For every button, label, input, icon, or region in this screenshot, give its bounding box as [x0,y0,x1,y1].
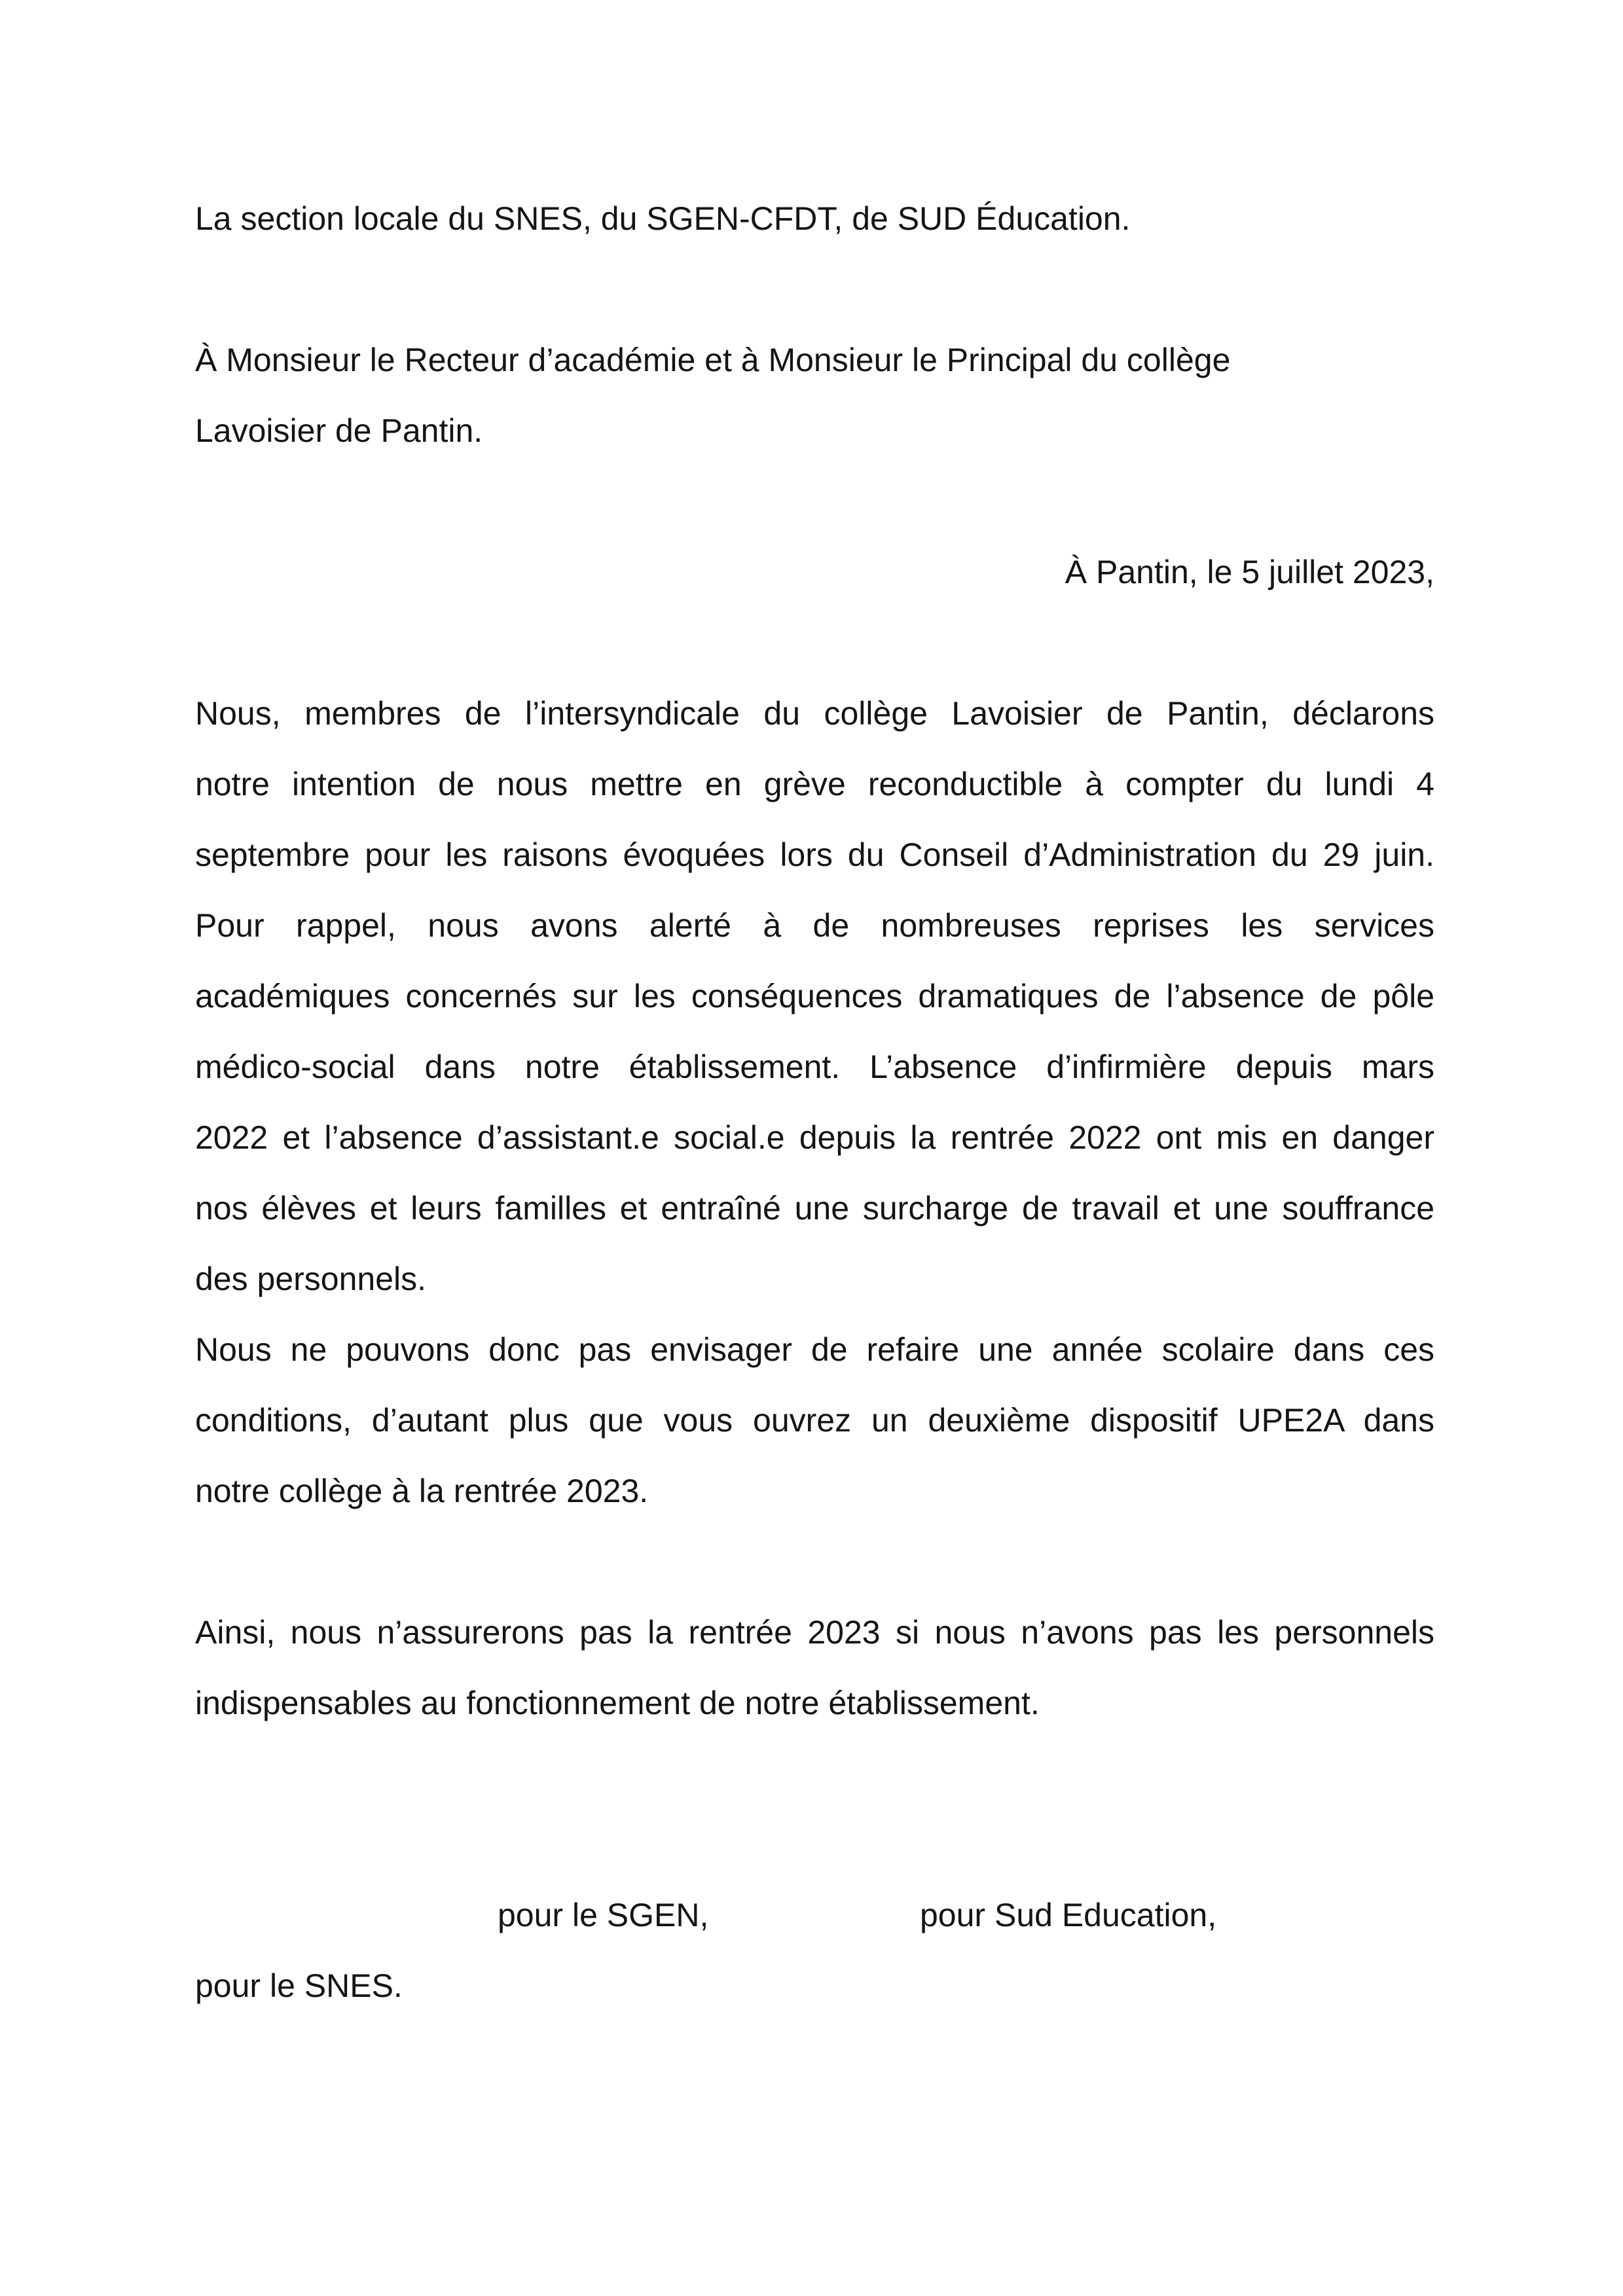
paragraph-1-line-1: Nous, membres de l’intersyndicale du collège Lavoisier de Pantin, déclarons [195,695,1434,732]
paragraph-1-line-9: des personnels. [195,1261,427,1297]
place-date [195,537,1434,607]
paragraph-3 [195,1597,1434,1738]
sender-text: La section locale du SNES, du SGEN-CFDT, de SUD Éducation. [195,200,1131,237]
signature-snes: pour le SNES. [195,1967,403,2004]
paragraph-1-line-8: nos élèves et leurs familles et entraîné une surcharge de travail et une souffrance [195,1190,1434,1227]
paragraph-1-line-7: 2022 et l’absence d’assistant.e social.e depuis la rentrée 2022 ont mis en danger [195,1119,1434,1156]
paragraph-3-line-2: indispensables au fonctionnement de notre établissement. [195,1685,1040,1721]
paragraph-1-line-6: médico-social dans notre établissement. L’absence d’infirmière depuis mars [195,1049,1434,1085]
paragraph-1-line-2: notre intention de nous mettre en grève reconductible à compter du lundi 4 [195,766,1434,802]
paragraph-1-line-4: Pour rappel, nous avons alerté à de nombreuses reprises les services [195,907,1434,944]
sender-line [195,183,1434,254]
place-date-text: À Pantin, le 5 juillet 2023, [1065,554,1434,590]
paragraph-1-line-5: académiques concernés sur les conséquences dramatiques de l’absence de pôle [195,978,1434,1014]
paragraph-3-line-1: Ainsi, nous n’assurerons pas la rentrée 2023 si nous n’avons pas les personnels [195,1614,1434,1651]
recipient-line-2: Lavoisier de Pantin. [195,412,483,449]
paragraph-2-line-2: conditions, d’autant plus que vous ouvrez un deuxième dispositif UPE2A dans [195,1402,1434,1439]
paragraph-1 [195,678,1434,1314]
signature-sgen: pour le SGEN, [498,1897,709,1933]
recipient-block [195,325,1434,466]
paragraph-2-line-1: Nous ne pouvons donc pas envisager de refaire une année scolaire dans ces [195,1331,1434,1368]
recipient-line-1: À Monsieur le Recteur d’académie et à Monsieur le Principal du collège [195,342,1231,378]
paragraph-2-line-3: notre collège à la rentrée 2023. [195,1473,649,1509]
paragraph-2 [195,1314,1434,1526]
signature-sud: pour Sud Education, [920,1897,1217,1933]
paragraph-1-line-3: septembre pour les raisons évoquées lors du Conseil d’Administration du 29 juin. [195,836,1434,873]
